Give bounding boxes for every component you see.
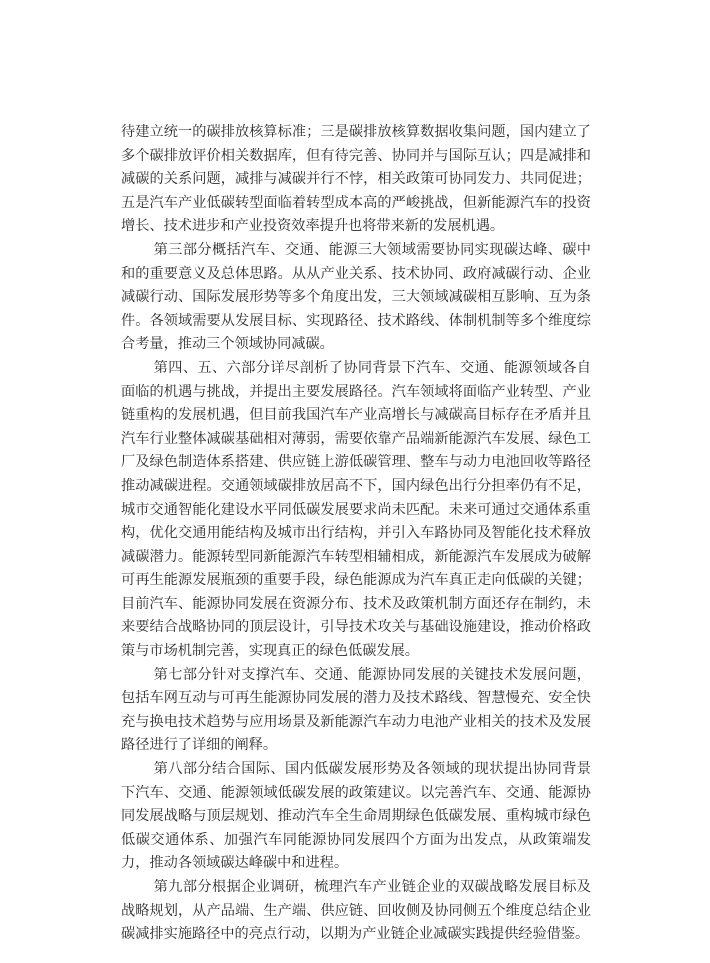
paragraph-part-three: 第三部分概括汽车、交通、能源三大领域需要协同实现碳达峰、碳中和的重要意义及总体思路。从从产业关系、技术协同、政府减碳行动、企业减碳行动、国际发展形势等多个角度出发，三大领域减碳相互影响、互为条件。各领域需要从发展目标、实现路径、技术路线、体制机制等多个维度综合考量，推动三个领域协同减碳。 — [121, 241, 591, 353]
paragraph-part-nine: 第九部分根据企业调研，梳理汽车产业链企业的双碳战略发展目标及战略规划，从产品端、生产端、供应链、回收侧及协同侧五个维度总结企业碳减排实施路径中的亮点行动，以期为产业链企业减碳实践提供经验借鉴。 — [121, 879, 591, 943]
paragraph-part-seven: 第七部分针对支撑汽车、交通、能源协同发展的关键技术发展问题，包括车网互动与可再生能源协同发展的潜力及技术路线、智慧慢充、安全快充与换电技术趋势与应用场景及新能源汽车动力电池产业相关的技术及发展路径进行了详细的阐释。 — [121, 666, 591, 754]
paragraph-continued: 待建立统一的碳排放核算标准；三是碳排放核算数据收集问题，国内建立了多个碳排放评价相关数据库，但有待完善、协同并与国际互认；四是减排和减碳的关系问题，减排与减碳并行不悖，相关政策可协同发力、共同促进；五是汽车产业低碳转型面临着转型成本高的严峻挑战，但新能源汽车的投资增长、技术进步和产业投资效率提升也将带来新的发展机遇。 — [121, 124, 591, 235]
paragraph-part-eight: 第八部分结合国际、国内低碳发展形势及各领域的现状提出协同背景下汽车、交通、能源领域低碳发展的政策建议。以完善汽车、交通、能源协同发展战略与顶层规划、推动汽车全生命周期绿色低碳发展、重构城市绿色低碳交通体系、加强汽车同能源协同发展四个方面为出发点，从政策端发力，推动各领域碳达峰碳中和进程。 — [121, 761, 591, 872]
body-text — [121, 121, 591, 947]
paragraph-part-four-to-six: 第四、五、六部分详尽剖析了协同背景下汽车、交通、能源领域各自面临的机遇与挑战，并提出主要发展路径。汽车领域将面临产业转型、产业链重构的发展机遇，但目前我国汽车产业高增长与减碳高目标存在矛盾并且汽车行业整体减碳基础相对薄弱，需要依靠产品端新能源汽车发展、绿色工厂及绿色制造体系搭建、供应链上游低碳管理、整车与动力电池回收等路径推动减碳进程。交通领域碳排放居高不下，国内绿色出行分担率仍有不足，城市交通智能化建设水平同低碳发展要求尚未匹配。未来可通过交通体系重构，优化交通用能结构及城市出行结构，并引入车路协同及智能化技术释放减碳潜力。能源转型同新能源汽车转型相辅相成，新能源汽车发展成为破解可再生能源发展瓶颈的重要手段，绿色能源成为汽车真正走向低碳的关键；目前汽车、能源协同发展在资源分布、技术及政策机制方面还存在制约，未来要结合战略协同的顶层设计，引导技术攻关与基础设施建设，推动价格政策与市场机制完善，实现真正的绿色低碳发展。 — [121, 359, 591, 660]
